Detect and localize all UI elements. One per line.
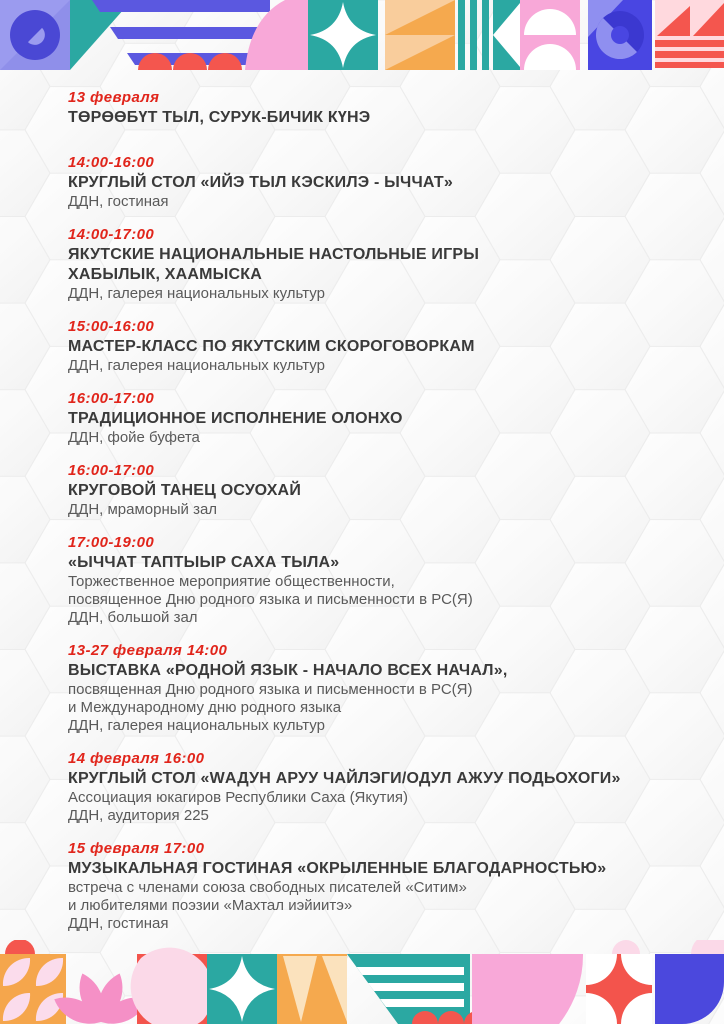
event-item	[68, 225, 690, 303]
four-point-star-tile	[207, 954, 277, 1024]
event-time: 14:00-16:00	[68, 154, 155, 171]
bottom-border-pattern	[0, 940, 724, 1024]
donut-circle-tile	[588, 0, 652, 70]
event-time: 15 февраля 17:00	[68, 840, 205, 857]
event-description: встреча с членами союза свободных писателей «Ситим»	[68, 879, 467, 896]
rounded-corner-block-tile	[655, 954, 724, 1024]
double-arches-tile	[520, 0, 580, 70]
program-content	[68, 88, 690, 947]
event-item	[68, 749, 690, 825]
event-title: ВЫСТАВКА «РОДНОЙ ЯЗЫК - НАЧАЛО ВСЕХ НАЧАЛ»,	[68, 662, 508, 679]
event-item	[68, 389, 690, 447]
event-item	[68, 153, 690, 211]
event-title: ЯКУТСКИЕ НАЦИОНАЛЬНЫЕ НАСТОЛЬНЫЕ ИГРЫ	[68, 246, 480, 263]
quarter-circle-tile	[472, 954, 583, 1024]
program-date: 13 февраля	[68, 89, 160, 106]
event-description: посвященная Дню родного языка и письменности в РС(Я)	[68, 681, 473, 698]
event-time: 13-27 февраля 14:00	[68, 642, 228, 659]
event-location: ДДН, гостиная	[68, 193, 169, 210]
event-location: ДДН, галерея национальных культур	[68, 285, 325, 302]
event-time: 17:00-19:00	[68, 534, 155, 551]
double-triangles-tile	[277, 954, 347, 1024]
triangles-and-stripes-tile	[655, 0, 724, 68]
event-time: 14 февраля 16:00	[68, 750, 205, 767]
dome-icon	[691, 940, 724, 954]
event-time: 14:00-17:00	[68, 226, 155, 243]
event-location: ДДН, фойе буфета	[68, 429, 200, 446]
leaf-grid-tile	[0, 954, 66, 1024]
event-title: ХАБЫЛЫК, ХААМЫСКА	[68, 266, 262, 283]
vertical-bars-motif	[458, 0, 489, 70]
event-location: ДДН, галерея национальных культур	[68, 717, 325, 734]
event-time: 16:00-17:00	[68, 390, 155, 407]
event-item	[68, 317, 690, 375]
double-triangles-tile	[385, 0, 455, 70]
event-location: ДДН, аудитория 225	[68, 807, 209, 824]
event-item	[68, 461, 690, 519]
event-item	[68, 533, 690, 627]
event-title: КРУГОВОЙ ТАНЕЦ ОСУОХАЙ	[68, 482, 302, 499]
event-description: посвященное Дню родного языка и письменности в РС(Я)	[68, 591, 473, 608]
event-location: ДДН, гостиная	[68, 915, 169, 932]
event-time: 15:00-16:00	[68, 318, 155, 335]
diagonal-leaf-tile	[131, 948, 214, 1024]
left-triangle-tile	[493, 0, 520, 70]
event-description: Торжественное мероприятие общественности,	[68, 573, 395, 590]
event-location: ДДН, большой зал	[68, 609, 198, 626]
four-point-star-tile	[308, 0, 378, 70]
event-title: «ЫЧЧАТ ТАПТЫЫР САХА ТЫЛА»	[68, 554, 340, 571]
program-header	[68, 88, 690, 128]
event-item	[68, 641, 690, 735]
top-border-pattern	[0, 0, 724, 70]
event-title: ТРАДИЦИОННОЕ ИСПОЛНЕНИЕ ОЛОНХО	[68, 410, 403, 427]
event-location: ДДН, галерея национальных культур	[68, 357, 325, 374]
horizontal-stripes-motif	[92, 0, 270, 65]
event-item	[68, 839, 690, 933]
event-title: МУЗЫКАЛЬНАЯ ГОСТИНАЯ «ОКРЫЛЕННЫЕ БЛАГОДАРНОСТЬЮ»	[68, 860, 607, 877]
dome-icon	[5, 940, 35, 954]
event-title: КРУГЛЫЙ СТОЛ «WАДУН АРУУ ЧАЙЛЭГИ/ОДУЛ АЖУУ ПОДЬОХОГИ»	[68, 770, 621, 787]
donut-circle-tile	[0, 0, 70, 70]
event-title: МАСТЕР-КЛАСС ПО ЯКУТСКИМ СКОРОГОВОРКАМ	[68, 338, 475, 355]
program-title: ТӨРӨӨБҮТ ТЫЛ, СУРУК-БИЧИК КҮНЭ	[68, 109, 371, 126]
event-title: КРУГЛЫЙ СТОЛ «ИЙЭ ТЫЛ КЭСКИЛЭ - ЫЧЧАТ»	[68, 174, 453, 191]
event-description: и Международному дню родного языка	[68, 699, 342, 716]
event-time: 16:00-17:00	[68, 462, 155, 479]
event-location: ДДН, мраморный зал	[68, 501, 218, 518]
three-domes-motif	[138, 53, 242, 70]
event-description: и любителями поэзии «Махтал иэйиитэ»	[68, 897, 353, 914]
event-description: Ассоциация юкагиров Республики Саха (Якутия)	[68, 789, 408, 806]
